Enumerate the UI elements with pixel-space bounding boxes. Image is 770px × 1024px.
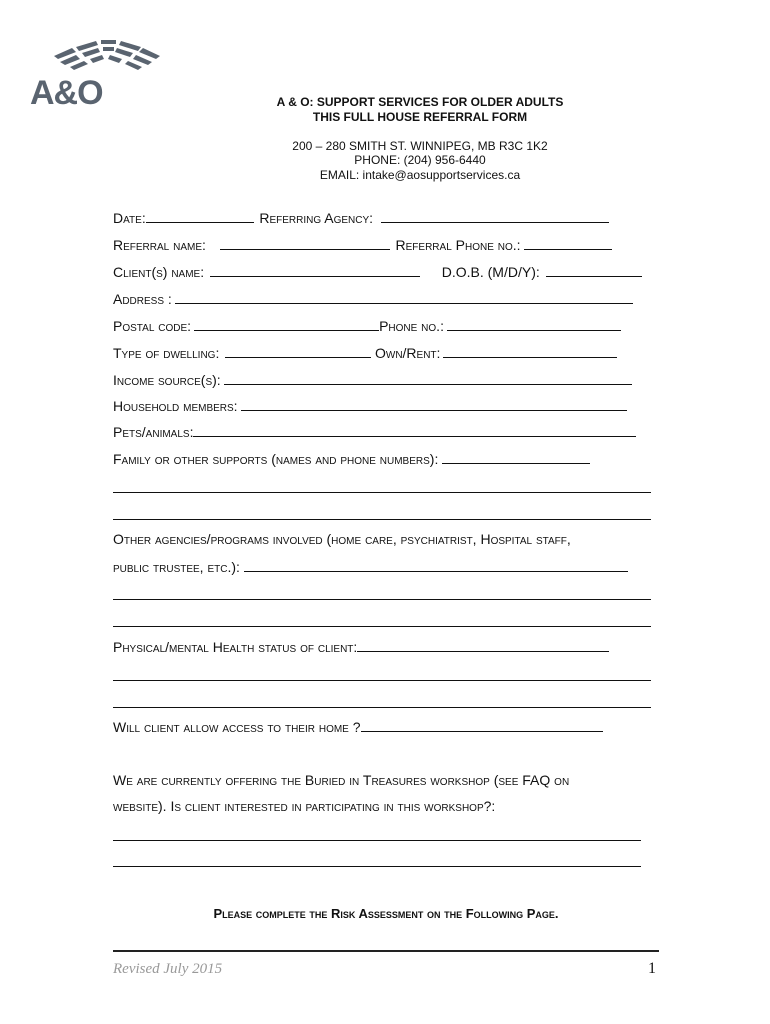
phone-no-field[interactable] — [447, 318, 621, 331]
page-number: 1 — [648, 960, 656, 977]
own-rent-field[interactable] — [443, 345, 617, 358]
family-label: Family or other supports (names and phone numbers): — [113, 451, 439, 467]
agencies-label-2: public trustee, etc.): — [113, 559, 240, 575]
agencies-text-1: Other agencies/programs involved (home care, psychiatrist, Hospital staff, — [113, 531, 571, 547]
pets-field[interactable] — [193, 424, 636, 437]
referring-agency-label: Referring Agency: — [259, 210, 374, 226]
income-field[interactable] — [224, 372, 632, 385]
household-field[interactable] — [241, 398, 627, 411]
row-access — [113, 719, 603, 735]
org-phone: PHONE: (204) 956-6440 — [354, 153, 486, 167]
footer-divider — [113, 950, 659, 952]
health-extra-line-2[interactable] — [113, 707, 651, 708]
own-rent-label: Own/Rent: — [374, 345, 441, 361]
pets-label: Pets/animals: — [113, 424, 194, 440]
row-household — [113, 398, 627, 414]
date-label: Date: — [113, 210, 146, 226]
referral-phone-field[interactable] — [524, 237, 612, 250]
org-address: 200 – 280 SMITH ST. WINNIPEG, MB R3C 1K2 — [292, 139, 548, 153]
health-label: Physical/mental Health status of client: — [113, 639, 358, 655]
referring-agency-field[interactable] — [381, 210, 609, 223]
row-agencies — [113, 559, 628, 575]
org-email: EMAIL: intake@aosupportservices.ca — [319, 168, 521, 182]
row-client — [113, 264, 642, 280]
row-referral — [113, 237, 612, 253]
dob-field[interactable] — [546, 264, 642, 277]
agencies-field[interactable] — [244, 559, 628, 572]
agencies-label-1 — [113, 531, 571, 547]
referral-name-field[interactable] — [220, 237, 390, 250]
date-field[interactable] — [146, 210, 254, 223]
clients-name-field[interactable] — [210, 264, 420, 277]
dwelling-field[interactable] — [225, 345, 371, 358]
workshop-line-2[interactable] — [113, 866, 641, 867]
logo-text: A&O — [30, 74, 103, 112]
arc-mark-icon — [46, 38, 168, 78]
referral-name-label: Referral name: — [113, 237, 206, 253]
org-title: A & O: SUPPORT SERVICES FOR OLDER ADULTS — [276, 95, 564, 109]
health-extra-line-1[interactable] — [113, 680, 651, 681]
dob-label: D.O.B. (M/D/Y): — [441, 264, 540, 280]
referral-phone-label: Referral Phone no.: — [395, 237, 521, 253]
postal-code-field[interactable] — [194, 318, 379, 331]
row-dwelling — [113, 345, 617, 361]
postal-code-label: Postal code: — [113, 318, 192, 334]
family-field[interactable] — [442, 451, 590, 464]
address-label: Address : — [113, 291, 172, 307]
agencies-extra-line-2[interactable] — [113, 626, 651, 627]
agencies-extra-line-1[interactable] — [113, 599, 651, 600]
address-field[interactable] — [175, 291, 633, 304]
family-extra-line-2[interactable] — [113, 519, 651, 520]
row-income — [113, 372, 632, 388]
row-address — [113, 291, 633, 307]
health-field[interactable] — [357, 639, 609, 652]
risk-assessment-notice: Please complete the Risk Assessment on the Following Page. — [213, 906, 559, 921]
workshop-text-2 — [113, 798, 495, 814]
workshop-line-1[interactable] — [113, 840, 641, 841]
row-postal — [113, 318, 621, 334]
household-label: Household members: — [113, 398, 238, 414]
family-extra-line-1[interactable] — [113, 492, 651, 493]
workshop-label-1: We are currently offering the Buried in Treasures workshop (see FAQ on — [113, 772, 570, 788]
row-family — [113, 451, 590, 467]
workshop-text-1 — [113, 772, 569, 788]
form-title: THIS FULL HOUSE REFERRAL FORM — [312, 110, 528, 124]
row-pets — [113, 424, 636, 440]
revised-date: Revised July 2015 — [113, 961, 223, 977]
dwelling-label: Type of dwelling: — [113, 345, 220, 361]
clients-name-label: Client(s) name: — [113, 264, 205, 280]
row-date-agency — [113, 210, 609, 226]
phone-no-label: Phone no.: — [379, 318, 444, 334]
access-label: Will client allow access to their home ? — [113, 719, 361, 735]
access-field[interactable] — [361, 719, 603, 732]
income-label: Income source(s): — [113, 372, 221, 388]
workshop-label-2: website). Is client interested in participating in this workshop?: — [113, 798, 496, 814]
row-health — [113, 639, 609, 655]
